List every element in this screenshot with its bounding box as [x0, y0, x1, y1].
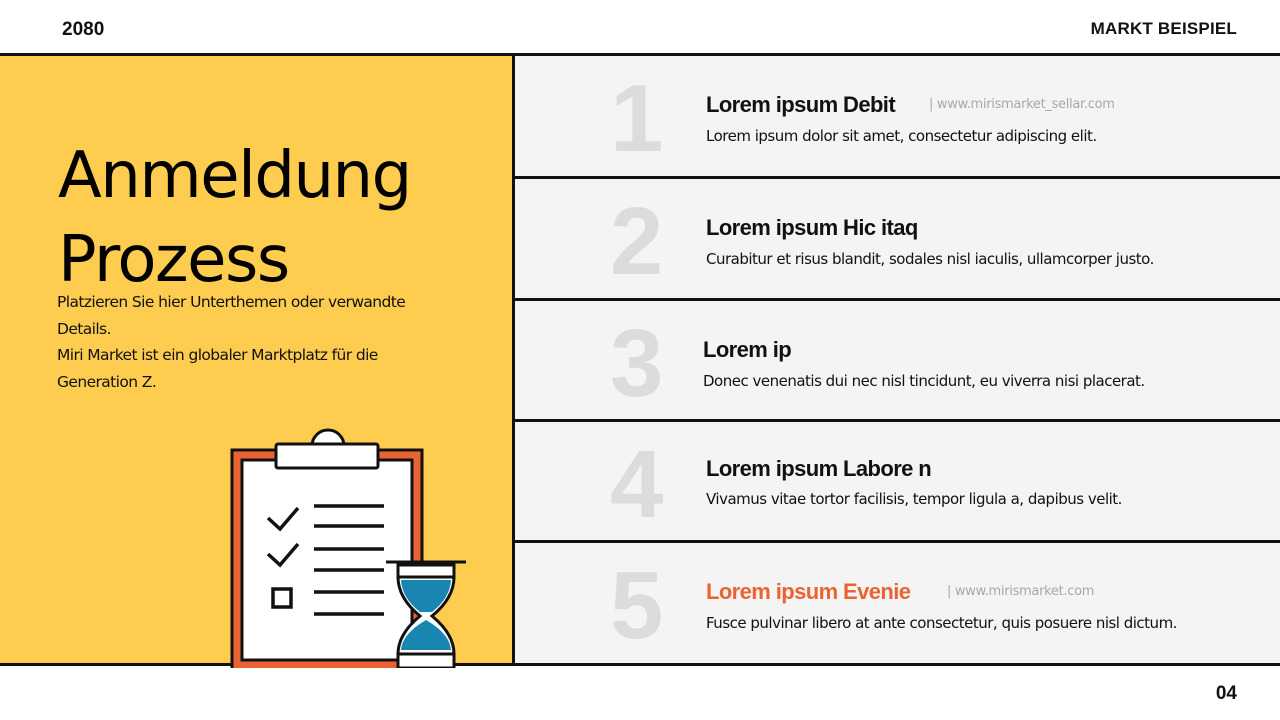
step-description: Vivamus vitae tortor facilisis, tempor ligula a, dapibus velit. — [706, 490, 1122, 508]
steps-list — [515, 56, 1280, 663]
step-title: Lorem ip — [703, 337, 792, 362]
subtitle-line-1: Platzieren Sie hier Unterthemen oder verwandte — [57, 293, 406, 311]
step-description: Donec venenatis dui nec nisl tincidunt, eu viverra nisi placerat. — [703, 372, 1145, 390]
page-subtitle — [57, 289, 437, 395]
step-description: Curabitur et risus blandit, sodales nisl iaculis, ullamcorper justo. — [706, 250, 1154, 268]
header-brand: MARKT BEISPIEL — [1090, 19, 1237, 38]
row-divider — [515, 176, 1280, 179]
page-number: 04 — [1215, 683, 1237, 704]
step-row-1 — [515, 56, 1280, 176]
row-divider — [515, 298, 1280, 301]
step-description: Lorem ipsum dolor sit amet, consectetur adipiscing elit. — [706, 127, 1097, 145]
subtitle-line-2: Details. — [57, 319, 111, 338]
page-title — [58, 134, 411, 302]
step-description: Fusce pulvinar libero at ante consectetur, quis posuere nisl dictum. — [706, 614, 1177, 632]
step-title: Lorem ipsum Labore n — [706, 456, 932, 481]
subtitle-line-4: Generation Z. — [57, 372, 157, 391]
header-year: 2080 — [62, 19, 105, 40]
step-number: 4 — [610, 431, 664, 538]
row-divider — [515, 540, 1280, 543]
step-row-2 — [515, 179, 1280, 299]
step-title: Lorem ipsum Hic itaq — [706, 215, 918, 240]
clipboard-checklist-icon — [228, 428, 473, 668]
step-link[interactable]: | www.mirismarket.com — [947, 584, 1095, 599]
step-title: Lorem ipsum Evenie — [706, 579, 911, 604]
step-number: 3 — [610, 310, 664, 417]
row-divider — [515, 419, 1280, 422]
step-number: 1 — [610, 65, 664, 172]
step-row-4 — [515, 422, 1280, 542]
step-row-5 — [515, 543, 1280, 663]
step-row-3 — [515, 301, 1280, 421]
step-number: 2 — [610, 188, 664, 295]
page-title-line-2: Prozess — [58, 223, 289, 297]
step-link[interactable]: | www.mirismarket_sellar.com — [929, 97, 1115, 112]
page-title-line-1: Anmeldung — [58, 139, 411, 213]
step-title: Lorem ipsum Debit — [706, 92, 896, 117]
subtitle-line-3: Miri Market ist ein globaler Marktplatz für die — [57, 346, 378, 364]
step-number: 5 — [610, 552, 664, 659]
